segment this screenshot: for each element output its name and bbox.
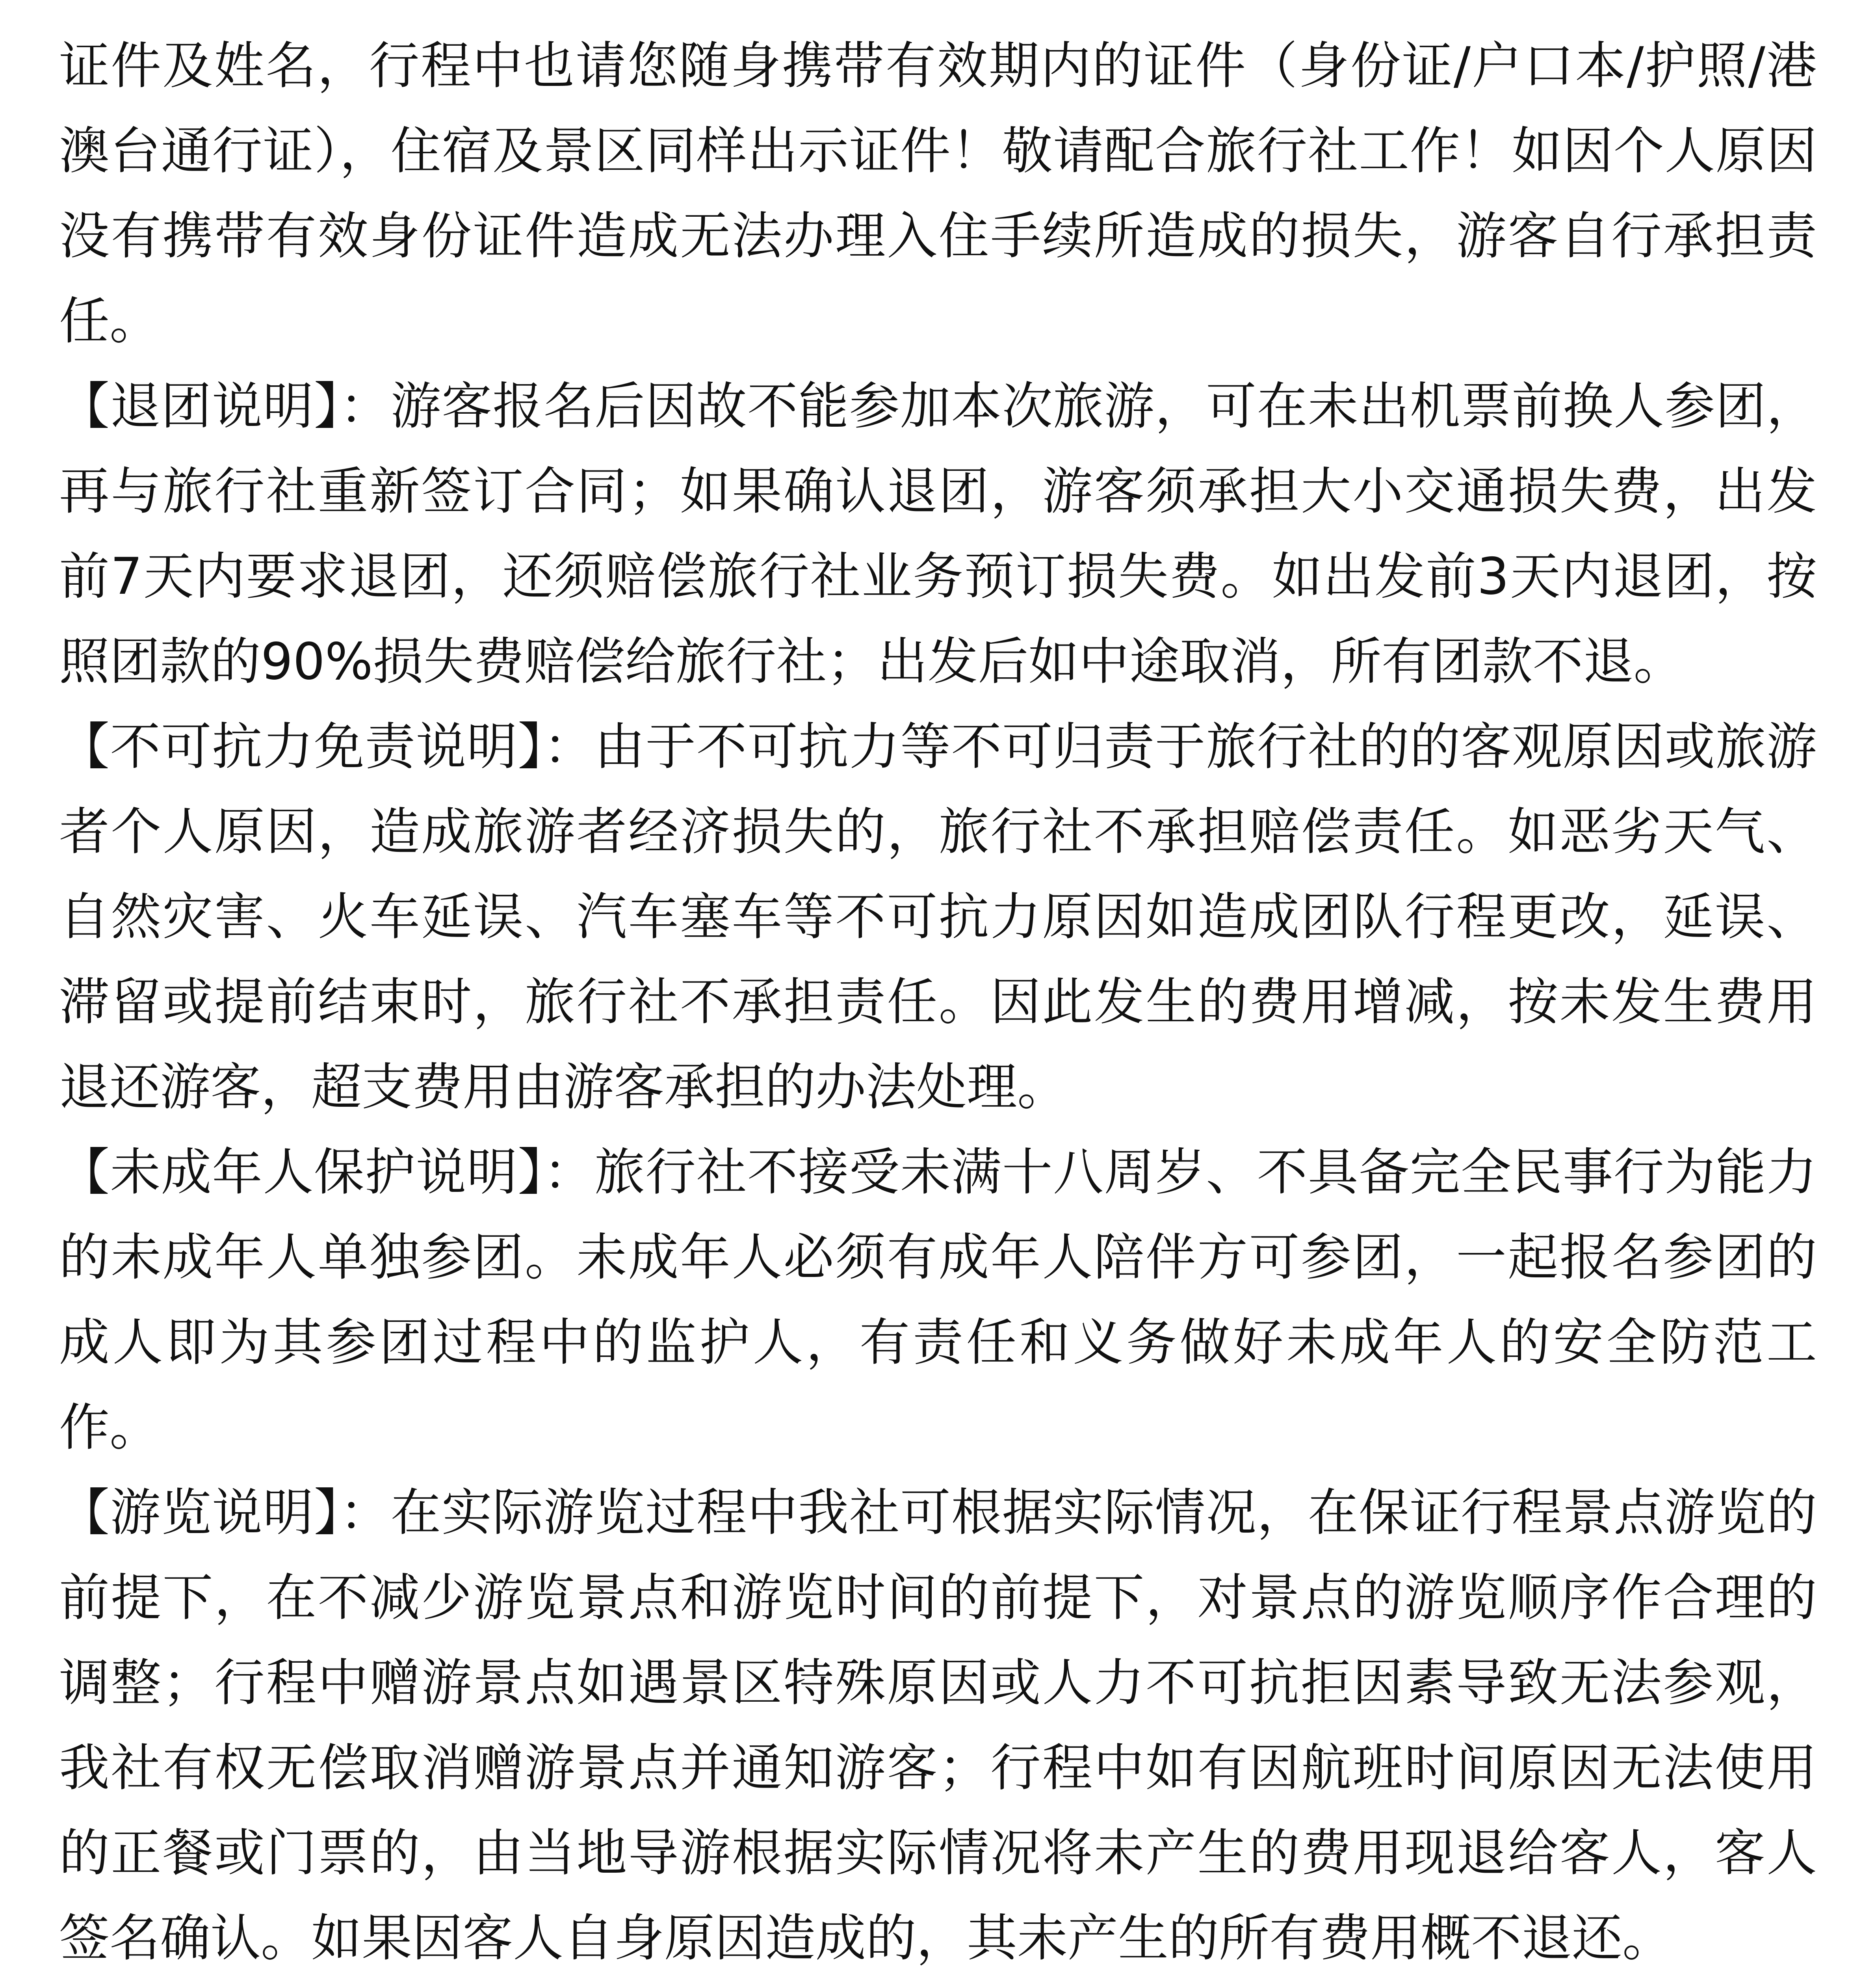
paragraph-force-majeure: 【不可抗力免责说明】：由于不可抗力等不可归责于旅行社的的客观原因或旅游者个人原因，造成旅游者经济损失的，旅行社不承担赔偿责任。如恶劣天气、自然灾害、火车延误、汽车塞车等不可抗力原因如造成团队行程更改，延误、滞留或提前结束时，旅行社不承担责任。因此发生的费用增减，按未发生费用退还游客，超支费用由游客承担的办法处理。 (59, 717, 1817, 1117)
paragraph-minor-protection: 【未成年人保护说明】：旅行社不接受未满十八周岁、不具备完全民事行为能力的未成年人单独参团。未成年人必须有成年人陪伴方可参团，一起报名参团的成人即为其参团过程中的监护人，有责任和义务做好未成年人的安全防范工作。 (59, 1143, 1817, 1457)
paragraph-tour-notes: 【游览说明】：在实际游览过程中我社可根据实际情况，在保证行程景点游览的前提下，在不减少游览景点和游览时间的前提下，对景点的游览顺序作合理的调整；行程中赠游景点如遇景区特殊原因或人力不可抗拒因素导致无法参观，我社有权无偿取消赠游景点并通知游客；行程中如有因航班时间原因无法使用的正餐或门票的，由当地导游根据实际情况将未产生的费用现退给客人，客人签名确认。如果因客人自身原因造成的，其未产生的所有费用概不退还。 (59, 1483, 1817, 1968)
paragraph-id-documents: 证件及姓名，行程中也请您随身携带有效期内的证件（身份证/户口本/护照/港澳台通行证），住宿及景区同样出示证件！敬请配合旅行社工作！如因个人原因没有携带有效身份证件造成无法办理入住手续所造成的损失，游客自行承担责任。 (59, 37, 1817, 351)
document-page (59, 24, 1817, 1970)
paragraph-withdrawal: 【退团说明】：游客报名后因故不能参加本次旅游，可在未出机票前换人参团，再与旅行社重新签订合同；如果确认退团，游客须承担大小交通损失费，出发前7天内要求退团，还须赔偿旅行社业务预订损失费。如出发前3天内退团，按照团款的90%损失费赔偿给旅行社；出发后如中途取消，所有团款不退。 (59, 377, 1817, 691)
